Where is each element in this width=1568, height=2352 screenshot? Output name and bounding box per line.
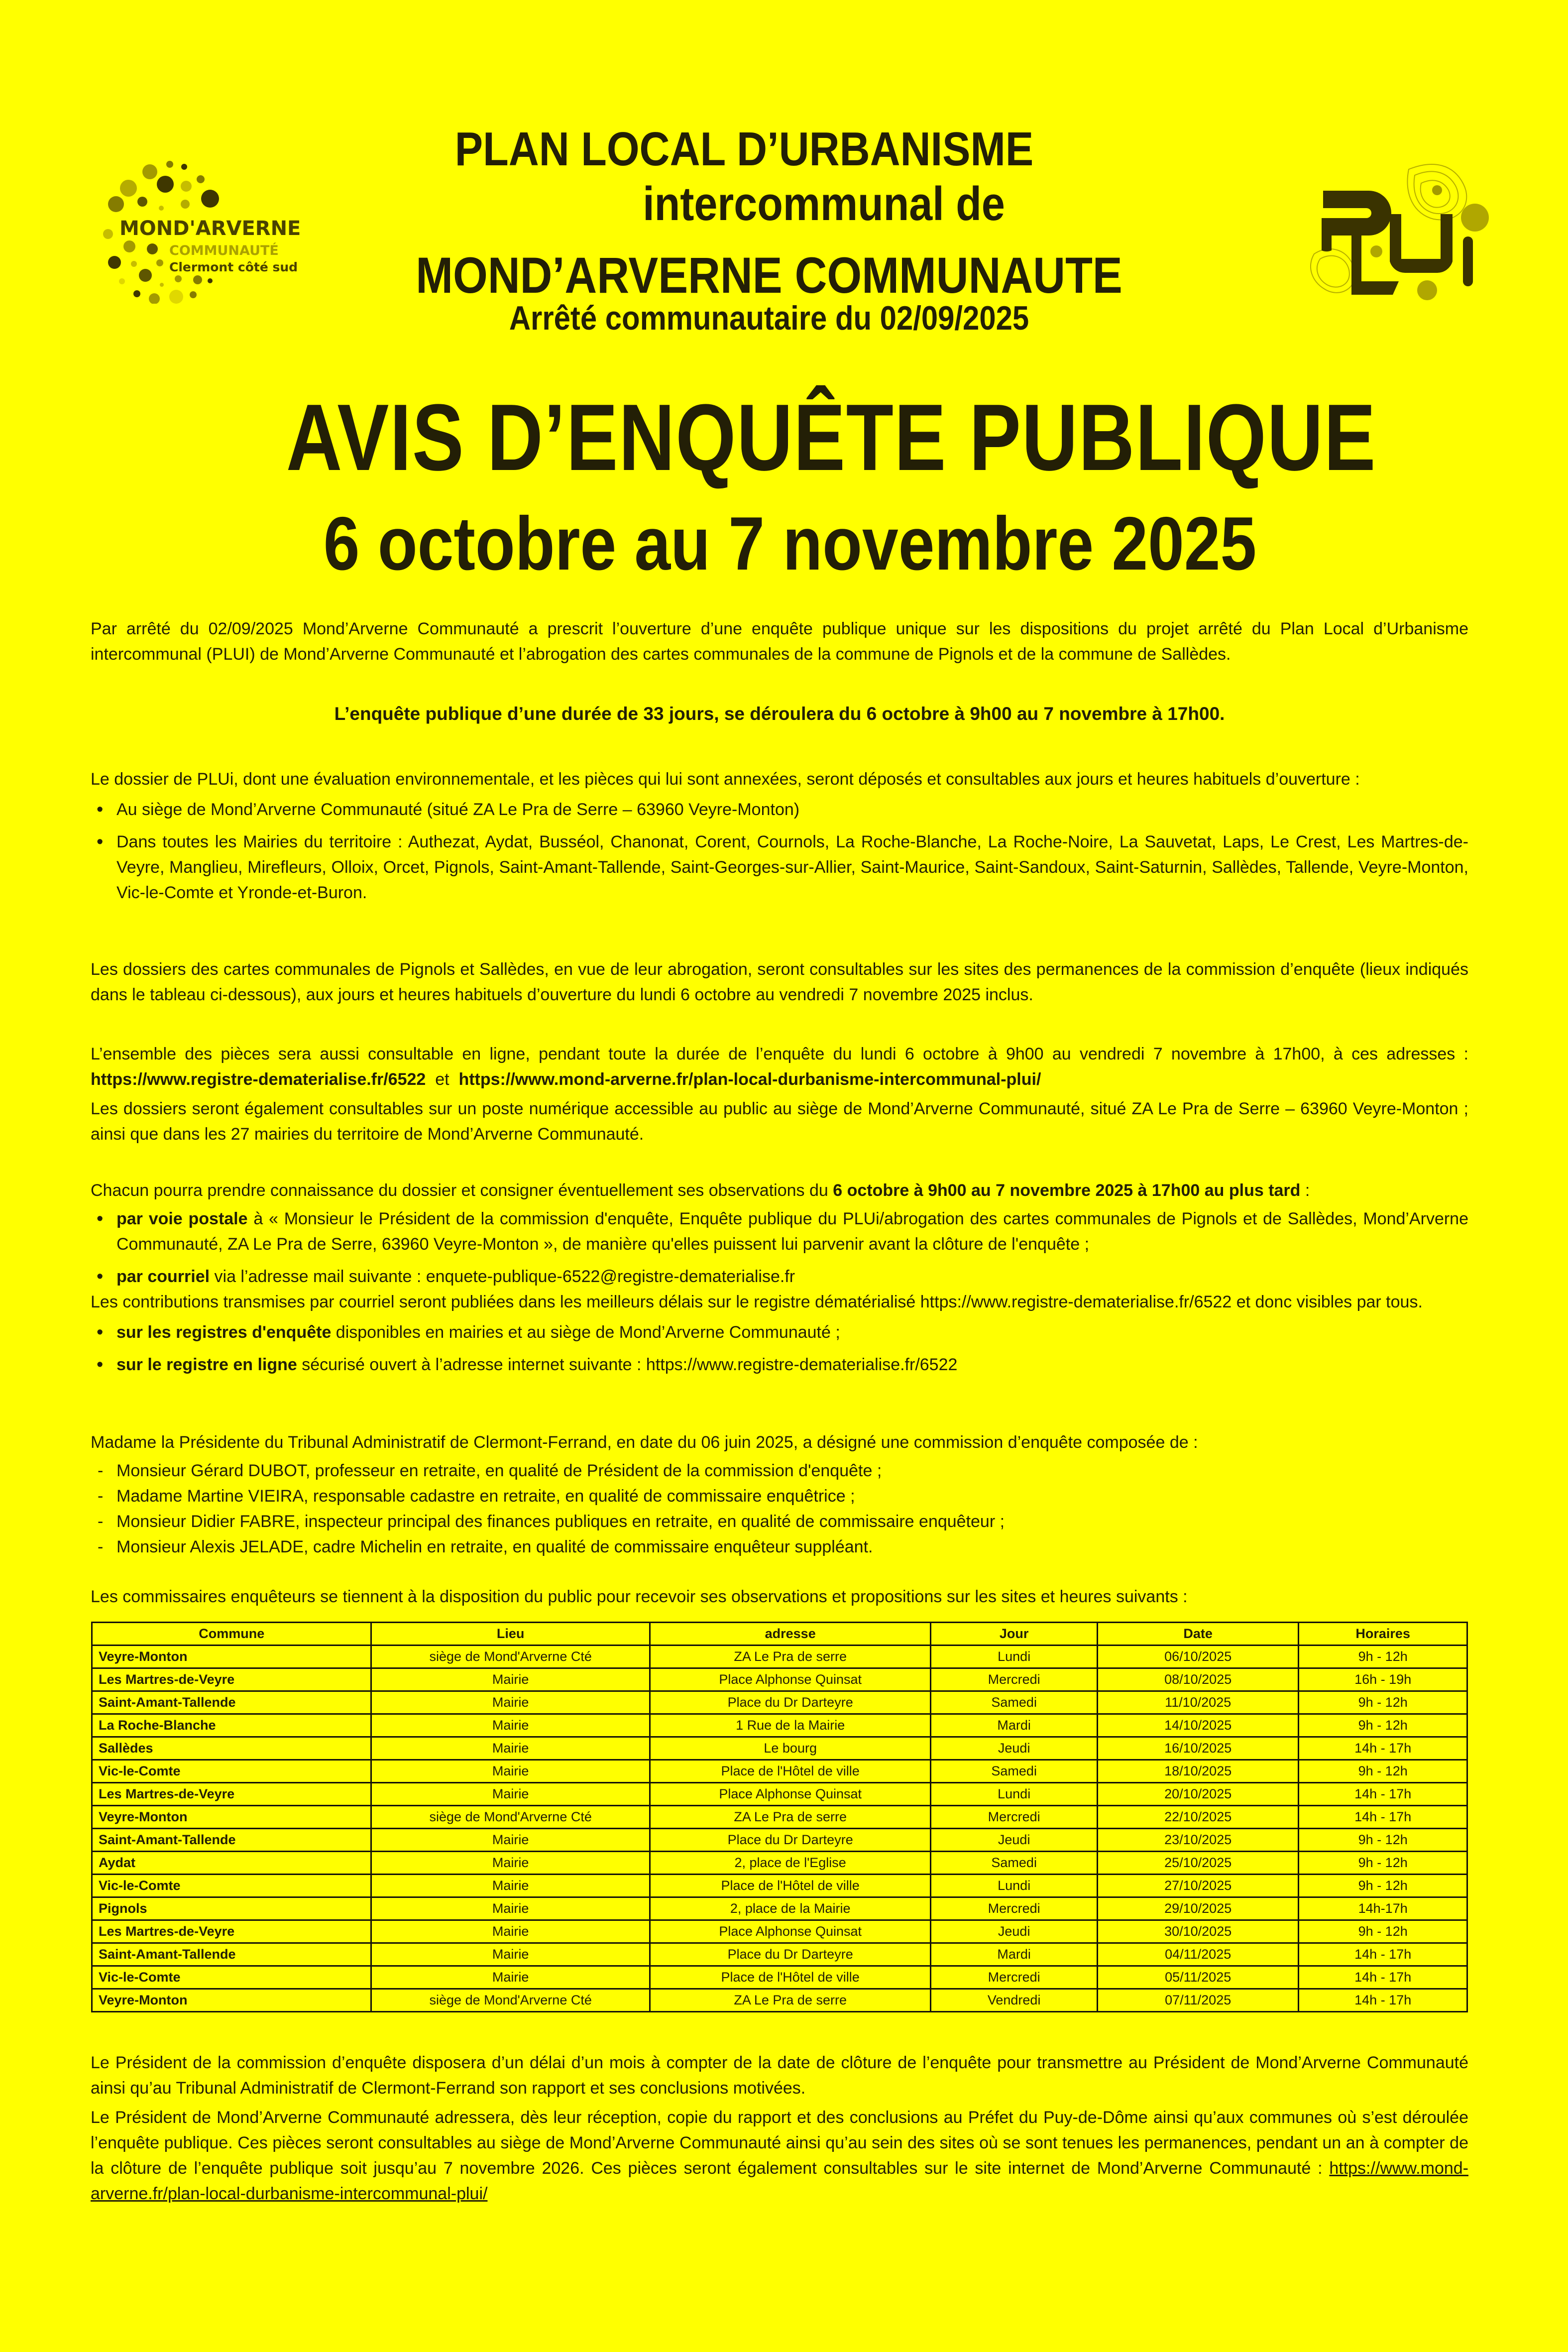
permanences-intro: Les commissaires enquêteurs se tiennent à la disposition du public pour recevoir ses observations et propositions sur les sites et heures suivants : (91, 1587, 1188, 1606)
list-item: • Dans toutes les Mairies du territoire : Authezat, Aydat, Busséol, Chanonat, Corent, Cournols, La Roche-Blanche, La Roche-Noire, La Sauvetat, Laps, Le Crest, Les Martres-de-Veyre, Manglieu, Mirefleurs, Olloix, Orcet, Pignols, Saint-Amant-Tallende, Saint-Georges-sur-Allier, Saint-Maurice, Saint-Sandoux, Saint-Saturnin, Sallèdes, Tallende, Veyre-Monton, Vic-le-Comte et Yronde-et-Buron. (91, 829, 1468, 906)
dossier-locations-list (91, 797, 1468, 906)
table-row: Les Martres-de-Veyre Mairie Place Alphonse Quinsat Lundi 20/10/2025 14h - 17h (92, 1783, 1467, 1806)
permanences-table (91, 1622, 1468, 2012)
list-item: • sur le registre en ligne sécurisé ouvert à l’adresse internet suivante : https://www.registre-dematerialise.fr/6522 (91, 1352, 1468, 1378)
plui-website-link[interactable]: https://www.mond-arverne.fr/plan-local-durbanisme-intercommunal-plui/ (458, 1070, 1041, 1089)
online-paragraph: L’ensemble des pièces sera aussi consultable en ligne, pendant toute la durée de l’enquête du lundi 6 octobre à 9h00 au vendredi 7 novembre à 17h00, à ces adresses : https://www.registre-dematerialise.fr/6522 et https://www.mond-arverne.fr/plan-local-durbanisme-intercommunal-plui/ (91, 1045, 1468, 1089)
column-header-adresse: adresse (650, 1623, 930, 1646)
table-row: Aydat Mairie 2, place de l'Eglise Samedi 25/10/2025 9h - 12h (92, 1852, 1467, 1875)
registre-link[interactable]: https://www.registre-dematerialise.fr/6522 (91, 1070, 426, 1089)
list-item: - Monsieur Alexis JELADE, cadre Michelin en retraite, en qualité de commissaire enquêteur suppléant. (91, 1534, 1468, 1560)
commission-section (91, 1430, 1468, 1560)
title-line-1: PLAN LOCAL D’URBANISME (454, 122, 1034, 176)
table-row: La Roche-Blanche Mairie 1 Rue de la Mairie Mardi 14/10/2025 9h - 12h (92, 1714, 1467, 1737)
table-row: Vic-le-Comte Mairie Place de l'Hôtel de ville Lundi 27/10/2025 9h - 12h (92, 1875, 1467, 1897)
main-title: AVIS D’ENQUÊTE PUBLIQUE (286, 385, 1377, 490)
commission-intro: Madame la Présidente du Tribunal Administratif de Clermont-Ferrand, en date du 06 juin 2025, a désigné une commission d’enquête composée de : (91, 1433, 1198, 1452)
table-row: Saint-Amant-Tallende Mairie Place du Dr Darteyre Jeudi 23/10/2025 9h - 12h (92, 1829, 1467, 1852)
table-row: Veyre-Monton siège de Mond'Arverne Cté ZA Le Pra de serre Lundi 06/10/2025 9h - 12h (92, 1646, 1467, 1668)
list-item: - Monsieur Didier FABRE, inspecteur principal des finances publiques en retraite, en qualité de commissaire enquêteur ; (91, 1509, 1468, 1534)
table-row: Saint-Amant-Tallende Mairie Place du Dr Darteyre Samedi 11/10/2025 9h - 12h (92, 1691, 1467, 1714)
cartes-paragraph: Les dossiers des cartes communales de Pignols et Sallèdes, en vue de leur abrogation, seront consultables sur les sites des permanences de la commission d’enquête (lieux indiqués dans le tableau ci-dessous), aux jours et heures habituels d’ouverture du lundi 6 octobre au vendredi 7 novembre 2025 inclus. (91, 960, 1468, 1004)
table-row: Pignols Mairie 2, place de la Mairie Mercredi 29/10/2025 14h-17h (92, 1897, 1467, 1920)
dossier-section (91, 767, 1468, 913)
title-line-3: MOND’ARVERNE COMMUNAUTE (416, 247, 1122, 304)
column-header-commune: Commune (92, 1623, 371, 1646)
column-header-lieu: Lieu (371, 1623, 650, 1646)
column-header-date: Date (1097, 1623, 1298, 1646)
svg-text:Clermont côté sud: Clermont côté sud (169, 260, 298, 274)
title-line-2: intercommunal de (643, 177, 1005, 231)
plui-website-link-footer[interactable]: https://www.mond-arverne.fr/plan-local-durbanisme-intercommunal-plui/ (91, 2159, 1468, 2203)
online-section (91, 1042, 1468, 1147)
svg-text:COMMUNAUTÉ: COMMUNAUTÉ (169, 243, 279, 258)
list-item: - Monsieur Gérard DUBOT, professeur en retraite, en qualité de Président de la commission d'enquête ; (91, 1458, 1468, 1484)
svg-text:MOND'ARVERNE: MOND'ARVERNE (119, 217, 301, 240)
observations-section (91, 1178, 1468, 1385)
table-row: Veyre-Monton siège de Mond'Arverne Cté ZA Le Pra de serre Vendredi 07/11/2025 14h - 17h (92, 1989, 1467, 2012)
table-row: Les Martres-de-Veyre Mairie Place Alphonse Quinsat Jeudi 30/10/2025 9h - 12h (92, 1920, 1467, 1943)
table-row: Vic-le-Comte Mairie Place de l'Hôtel de ville Samedi 18/10/2025 9h - 12h (92, 1760, 1467, 1783)
list-item: • par voie postale à « Monsieur le Président de la commission d'enquête, Enquête publique du PLUi/abrogation des cartes communales de Pignols et de Sallèdes, Mond’Arverne Communauté, ZA Le Pra de Serre, 63960 Veyre-Monton », de manière qu'elles puissent lui parvenir avant la clôture de l'enquête ; (91, 1206, 1468, 1257)
observations-intro: Chacun pourra prendre connaissance du dossier et consigner éventuellement ses observations du 6 octobre à 9h00 au 7 novembre 2025 à 17h00 au plus tard : (91, 1181, 1310, 1200)
table-header-row (92, 1623, 1467, 1646)
table-row: Sallèdes Mairie Le bourg Jeudi 16/10/2025 14h - 17h (92, 1737, 1467, 1760)
column-header-horaires: Horaires (1299, 1623, 1467, 1646)
dossier-paragraph: Le dossier de PLUi, dont une évaluation environnementale, et les pièces qui lui sont annexées, seront déposés et consultables aux jours et heures habituels d’ouverture : (91, 770, 1360, 789)
commission-members-list (91, 1458, 1468, 1560)
table-row: Les Martres-de-Veyre Mairie Place Alphonse Quinsat Mercredi 08/10/2025 16h - 19h (92, 1668, 1467, 1691)
list-item: • Au siège de Mond’Arverne Communauté (situé ZA Le Pra de Serre – 63960 Veyre-Monton) (91, 797, 1468, 823)
table-row: Saint-Amant-Tallende Mairie Place du Dr Darteyre Mardi 04/11/2025 14h - 17h (92, 1943, 1467, 1966)
intro-paragraph: Par arrêté du 02/09/2025 Mond’Arverne Communauté a prescrit l’ouverture d’une enquête publique unique sur les dispositions du projet arrêté du Plan Local d’Urbanisme intercommunal (PLUI) de Mond’Arverne Communauté et l’abrogation des cartes communales de la commune de Pignols et de la commune de Sallèdes. (91, 619, 1468, 664)
column-header-jour: Jour (931, 1623, 1098, 1646)
closing-paragraph-1: Le Président de la commission d’enquête disposera d’un délai d’un mois à compter de la date de clôture de l’enquête pour transmettre au Président de Mond’Arverne Communauté ainsi qu’au Tribunal Administratif de Clermont-Ferrand son rapport et ses conclusions motivées. (91, 2053, 1468, 2098)
list-item: • par courriel via l’adresse mail suivante : enquete-publique-6522@registre-dematerialise.fr (91, 1264, 1468, 1290)
closing-section (91, 2050, 1468, 2207)
list-item: • sur les registres d'enquête disponibles en mairies et au siège de Mond’Arverne Communauté ; (91, 1320, 1468, 1345)
arrete-date: Arrêté communautaire du 02/09/2025 (509, 299, 1029, 337)
observation-methods-list (91, 1206, 1468, 1290)
registres-list (91, 1320, 1468, 1378)
poste-numerique-paragraph: Les dossiers seront également consultables sur un poste numérique accessible au public au siège de Mond’Arverne Communauté, situé ZA Le Pra de Serre – 63960 Veyre-Monton ; ainsi que dans les 27 mairies du territoire de Mond’Arverne Communauté. (91, 1099, 1468, 1144)
contributions-paragraph: Les contributions transmises par courriel seront publiées dans les meilleurs délais sur le registre dématérialisé https://www.registre-dematerialise.fr/6522 et donc visibles par tous. (91, 1293, 1423, 1311)
table-row: Vic-le-Comte Mairie Place de l'Hôtel de ville Mercredi 05/11/2025 14h - 17h (92, 1966, 1467, 1989)
list-item: - Madame Martine VIEIRA, responsable cadastre en retraite, en qualité de commissaire enquêtrice ; (91, 1484, 1468, 1509)
table-row: Veyre-Monton siège de Mond'Arverne Cté ZA Le Pra de serre Mercredi 22/10/2025 14h - 17h (92, 1806, 1467, 1829)
date-range: 6 octobre au 7 novembre 2025 (323, 501, 1257, 586)
duration-statement: L’enquête publique d’une durée de 33 jours, se déroulera du 6 octobre à 9h00 au 7 novembre à 17h00. (334, 704, 1225, 724)
closing-paragraph-2: Le Président de Mond’Arverne Communauté adressera, dès leur réception, copie du rapport et des conclusions au Préfet du Puy-de-Dôme ainsi qu’aux communes où s’est déroulée l’enquête publique. Ces pièces seront consultables au siège de Mond’Arverne Communauté ainsi qu’au sein des sites où se sont tenues les permanences, pendant un an à compter de la clôture de l’enquête publique soit jusqu’au 7 novembre 2026. Ces pièces seront également consultables sur le site internet de Mond’Arverne Communauté : https://www.mond-arverne.fr/plan-local-durbanisme-intercommunal-plui/ (91, 2108, 1468, 2203)
